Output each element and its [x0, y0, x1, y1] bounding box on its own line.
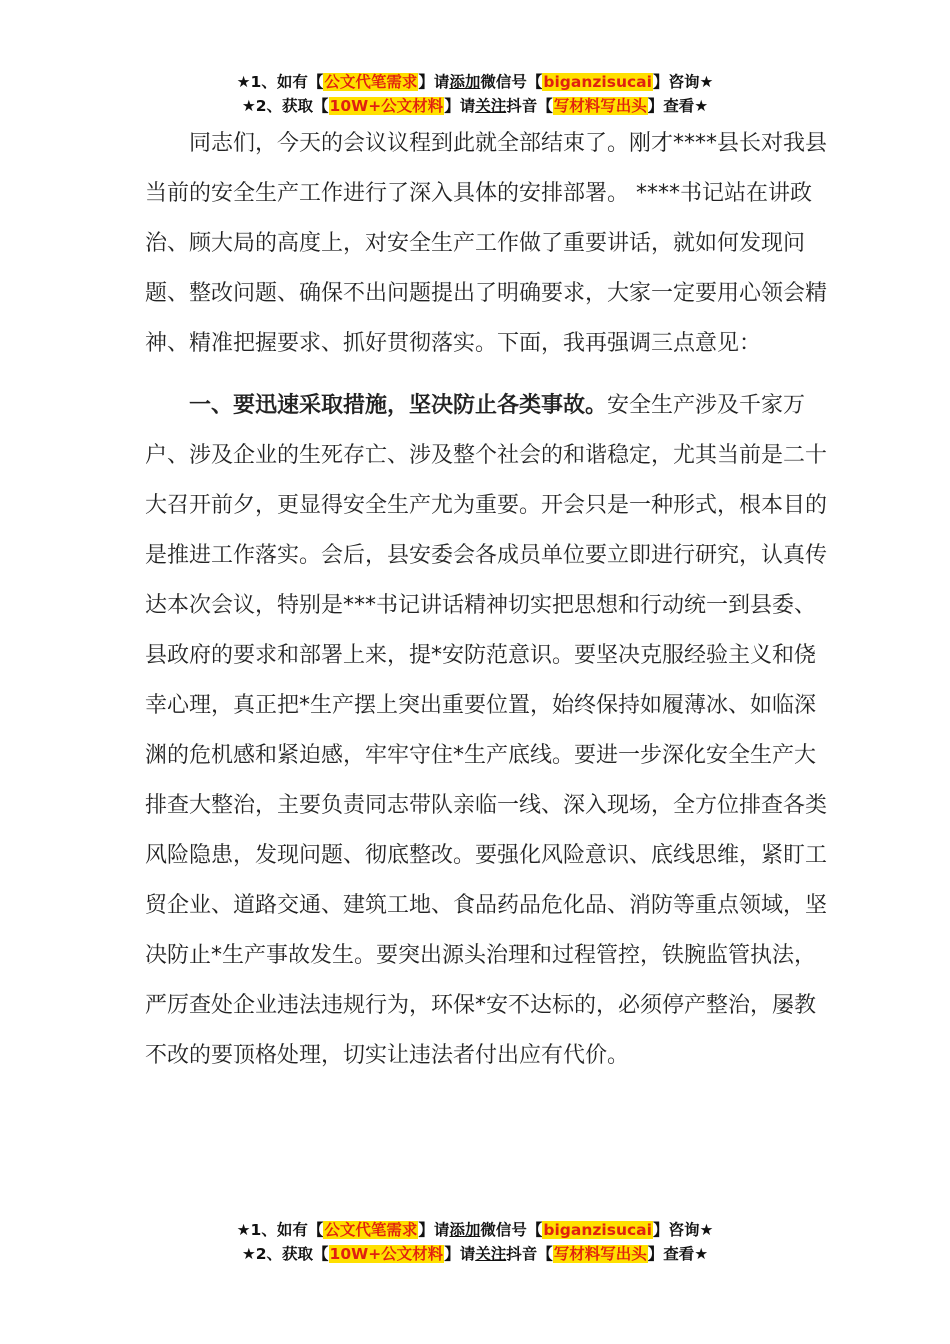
banner-text: 】请	[444, 97, 476, 115]
paragraph-point-one	[145, 381, 835, 1081]
highlight-wechat-id: biganzisucai	[543, 1221, 652, 1239]
banner-text: 微信号【	[480, 1221, 543, 1239]
banner-text: 】查看★	[647, 97, 709, 115]
banner-text: 】咨询★	[652, 73, 714, 91]
underlined-text: 关注	[475, 97, 507, 115]
banner-text: 】请	[444, 1245, 476, 1263]
highlight-douyin-id: 写材料写出头	[553, 97, 647, 115]
highlight-service: 公文代笔需求	[324, 73, 418, 91]
banner-text: 】查看★	[647, 1245, 709, 1263]
banner-text: 抖音【	[506, 1245, 553, 1263]
underlined-text: 添加	[449, 1221, 481, 1239]
header-banner	[0, 70, 950, 118]
banner-line-2	[0, 1242, 950, 1266]
highlight-service: 公文代笔需求	[324, 1221, 418, 1239]
point-one-heading: 一、要迅速采取措施，坚决防止各类事故。	[189, 393, 608, 418]
banner-text: ★2、获取【	[241, 97, 329, 115]
banner-text: 微信号【	[480, 73, 543, 91]
highlight-douyin-id: 写材料写出头	[553, 1245, 647, 1263]
underlined-text: 添加	[449, 73, 481, 91]
banner-text: ★1、如有【	[236, 1221, 324, 1239]
banner-text: 抖音【	[506, 97, 553, 115]
underlined-text: 关注	[475, 1245, 507, 1263]
banner-line-1	[0, 70, 950, 94]
point-one-body: 安全生产涉及千家万户、涉及企业的生死存亡、涉及整个社会的和谐稳定，尤其当前是二十大召开前夕，更显得安全生产尤为重要。开会只是一种形式，根本目的是推进工作落实。会后，县安委会各成员单位要立即进行研究，认真传达本次会议，特别是***书记讲话精神切实把思想和行动统一到县委、县政府的要求和部署上来，提*安防范意识。要坚决克服经验主义和侥幸心理，真正把*生产摆上突出重要位置，始终保持如履薄冰、如临深渊的危机感和紧迫感，牢牢守住*生产底线。要进一步深化安全生产大排查大整治，主要负责同志带队亲临一线、深入现场，全方位排查各类风险隐患，发现问题、彻底整改。要强化风险意识、底线思维，紧盯工贸企业、道路交通、建筑工地、食品药品危化品、消防等重点领域，坚决防止*生产事故发生。要突出源头治理和过程管控，铁腕监管执法，严厉查处企业违法违规行为，环保*安不达标的，必须停产整治，屡教不改的要顶格处理，切实让违法者付出应有代价。	[145, 393, 828, 1068]
banner-text: 】咨询★	[652, 1221, 714, 1239]
footer-banner	[0, 1218, 950, 1266]
banner-text: ★1、如有【	[236, 73, 324, 91]
highlight-materials: 10W+公文材料	[329, 1245, 444, 1263]
highlight-wechat-id: biganzisucai	[543, 73, 652, 91]
banner-text: 】请	[418, 73, 450, 91]
banner-text: 】请	[418, 1221, 450, 1239]
paragraph-intro: 同志们，今天的会议议程到此就全部结束了。刚才****县长对我县当前的安全生产工作进行了深入具体的安排部署。 ****书记站在讲政治、顾大局的高度上，对安全生产工作做了重要讲话，就如何发现问题、整改问题、确保不出问题提出了明确要求，大家一定要用心领会精神、精准把握要求、抓好贯彻落实。下面，我再强调三点意见：	[145, 131, 828, 356]
document-body	[145, 119, 835, 1081]
highlight-materials: 10W+公文材料	[329, 97, 444, 115]
banner-line-1	[0, 1218, 950, 1242]
banner-text: ★2、获取【	[241, 1245, 329, 1263]
banner-line-2	[0, 94, 950, 118]
